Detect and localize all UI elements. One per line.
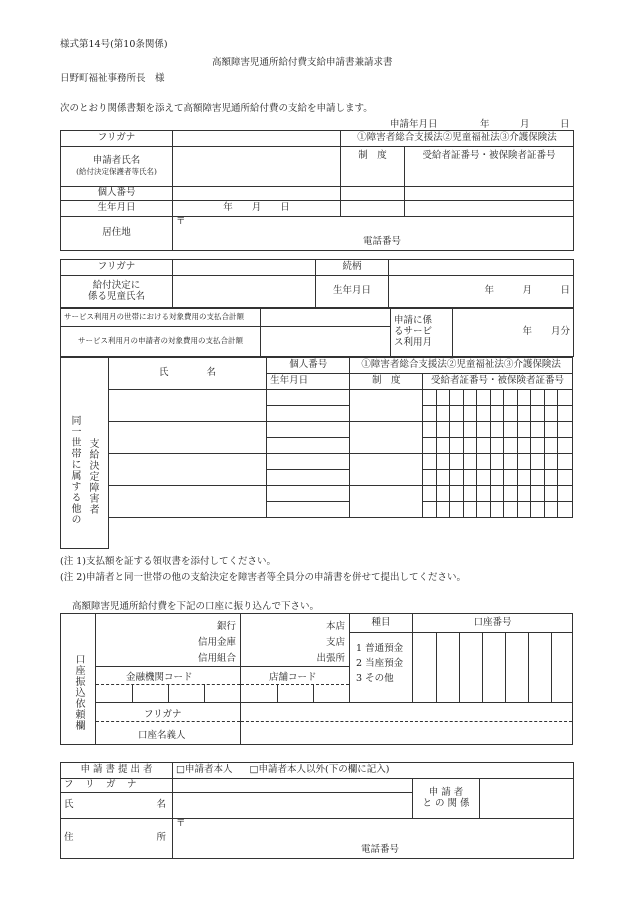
household-side-label-2: 支給決定障害者 (87, 437, 98, 515)
holder-furigana-label: フリガナ (144, 709, 182, 720)
household-cert-2[interactable] (423, 422, 437, 438)
date-year: 年 (480, 119, 490, 130)
submitter-address-label: 住 所 (61, 819, 173, 859)
household-side-label: 同一世帯に属する他の (69, 415, 80, 525)
child-furigana-label: フリガナ (61, 260, 173, 276)
household-cert-1[interactable] (423, 390, 437, 406)
form-title: 高額障害児通所給付費支給申請書兼請求書 (212, 57, 393, 68)
applicant-system-label: 制 度 (341, 147, 405, 187)
service-month-field[interactable]: 年 月分 (453, 309, 574, 357)
bank-suffix-bank: 銀行 (216, 621, 236, 632)
note-2: (注 2)申請者と同一世帯の他の支給決定を障害者等全員分の申請書を併せて提出してください。 (60, 572, 466, 583)
holder-label-block (95, 702, 241, 745)
household-name-label: 氏 名 (109, 358, 267, 390)
applicant-mynumber-label: 個人番号 (61, 187, 173, 201)
date-label: 申請年月日 (390, 119, 438, 130)
household-cert-3[interactable] (423, 454, 437, 470)
applicant-address-field[interactable] (173, 217, 574, 251)
child-name-field[interactable] (173, 276, 316, 308)
household-system-3[interactable] (350, 454, 423, 486)
household-dob-4[interactable] (267, 502, 350, 518)
branch-suffix-shucho: 出張所 (316, 653, 345, 664)
cost-household-field[interactable] (261, 309, 391, 327)
cost-applicant-field[interactable] (261, 327, 391, 357)
household-dob-3[interactable] (267, 470, 350, 486)
household-system-2[interactable] (350, 422, 423, 454)
cost-applicant-label: サービス利用月の申請者の対象費用の支払合計額 (61, 327, 261, 357)
cost-household-label: サービス利用月の世帯における対象費用の支払合計額 (61, 309, 261, 327)
submitter-options (173, 763, 574, 779)
household-mynumber-1[interactable] (267, 390, 350, 406)
applicant-phone-label: 電話番号 (363, 236, 402, 248)
applicant-address-label: 居住地 (61, 217, 173, 251)
household-system-1[interactable] (350, 390, 423, 422)
applicant-dob-field[interactable]: 年 月 日 (173, 201, 341, 217)
submitter-address-field[interactable] (173, 819, 574, 859)
branch-suffix-honten: 本店 (325, 621, 345, 632)
account-number-block[interactable] (412, 613, 573, 703)
postal-mark: 〒 (176, 216, 186, 227)
applicant-furigana-field[interactable] (173, 131, 341, 147)
applicant-dob-label: 生年月日 (61, 201, 173, 217)
child-relation-label: 続柄 (316, 260, 389, 276)
child-relation-field[interactable] (389, 260, 574, 276)
household-mynumber-3[interactable] (267, 454, 350, 470)
account-kind-opt2[interactable]: 2 当座預金 (356, 658, 404, 669)
bank-suffix-shinkin: 信用金庫 (197, 637, 236, 648)
fi-code-block (95, 666, 241, 703)
child-dob-field[interactable]: 年 月 日 (389, 276, 574, 308)
submitter-furigana-label: フ リ ガ ナ (61, 779, 173, 793)
applicant-system-field[interactable] (341, 187, 405, 201)
household-name-3[interactable] (109, 454, 267, 486)
household-mynumber-label: 個人番号 (267, 358, 350, 374)
household-mynumber-4[interactable] (267, 486, 350, 502)
household-cert-label: 受給者証番号・被保険者証番号 (423, 374, 573, 390)
addressee: 日野町福祉事務所長 様 (60, 73, 165, 84)
applicant-system-field-2[interactable] (341, 201, 405, 217)
submitter-label: 申 請 書 提 出 者 (61, 763, 173, 779)
fi-code-label: 金融機関コード (126, 672, 193, 683)
date-day: 日 (560, 119, 570, 130)
branch-suffix-shiten: 支店 (325, 637, 345, 648)
branch-code-label: 店舗コード (269, 672, 317, 683)
submitter-table (60, 762, 574, 859)
bank-name-field[interactable] (95, 613, 241, 667)
bank-side-label: 口座振込依頼欄 (73, 653, 84, 731)
household-side-cell (60, 357, 109, 549)
submitter-self-checkbox[interactable]: □申請者本人 (176, 764, 233, 776)
service-month-label: 申請に係 るサービ ス利用月 (391, 309, 453, 357)
account-number-label: 口座番号 (413, 614, 572, 633)
submitter-name-field[interactable] (173, 793, 413, 819)
child-dob-label: 生年月日 (316, 276, 389, 308)
applicant-laws: ①障害者総合支援法②児童福祉法③介護保険法 (341, 131, 574, 147)
child-furigana-field[interactable] (173, 260, 316, 276)
applicant-name-field[interactable] (173, 147, 341, 187)
applicant-table (60, 130, 574, 251)
account-kind-label: 種目 (350, 614, 412, 633)
household-dob-label: 生年月日 (267, 374, 350, 390)
child-name-label: 給付決定に 係る児童氏名 (61, 276, 173, 308)
holder-name-label: 口座名義人 (138, 730, 186, 741)
branch-name-field[interactable] (240, 613, 350, 667)
holder-name-field[interactable] (240, 702, 573, 745)
household-system-label: 制 度 (350, 374, 423, 390)
household-dob-1[interactable] (267, 406, 350, 422)
household-name-4[interactable] (109, 486, 267, 518)
bank-intro: 高額障害児通所給付費を下記の口座に振り込んで下さい。 (72, 601, 320, 612)
household-table (108, 357, 573, 518)
household-laws: ①障害者総合支援法②児童福祉法③介護保険法 (350, 358, 573, 374)
applicant-mynumber-field[interactable] (173, 187, 341, 201)
applicant-name-label: 申請者氏名 (給付決定保護者等氏名) (61, 147, 173, 187)
intro-text: 次のとおり関係書類を添えて高額障害児通所給付費の支給を申請します。 (60, 103, 373, 114)
costs-table (60, 308, 574, 357)
bank-block (95, 613, 573, 745)
account-kind-block[interactable] (349, 613, 413, 703)
household-name-1[interactable] (109, 390, 267, 422)
applicant-furigana-label: フリガナ (61, 131, 173, 147)
date-month: 月 (520, 119, 530, 130)
submitter-other-checkbox[interactable]: □申請者本人以外(下の欄に記入) (249, 764, 390, 776)
household-system-4[interactable] (350, 486, 423, 518)
household-name-2[interactable] (109, 422, 267, 454)
bank-suffix-kumiai: 信用組合 (197, 653, 236, 664)
submitter-furigana-field[interactable] (173, 779, 413, 793)
submitter-name-label: 氏 名 (61, 793, 173, 819)
account-kind-opt1[interactable]: 1 普通預金 (356, 643, 404, 654)
form-number: 様式第14号(第10条関係) (60, 39, 168, 50)
submitter-relation-label: 申 請 者 と の 関 係 (413, 779, 480, 819)
household-dob-2[interactable] (267, 438, 350, 454)
bank-side-cell (60, 613, 96, 745)
applicant-cert-field[interactable] (405, 187, 574, 201)
household-cert-4[interactable] (423, 486, 437, 502)
submitter-phone-label: 電話番号 (361, 844, 400, 856)
submitter-postal-mark: 〒 (176, 818, 186, 829)
note-1: (注 1)支払額を証する領収書を添付してください。 (60, 556, 276, 567)
household-mynumber-2[interactable] (267, 422, 350, 438)
submitter-relation-field[interactable] (480, 779, 574, 819)
applicant-cert-label: 受給者証番号・被保険者証番号 (405, 147, 574, 187)
branch-code-block (240, 666, 350, 703)
applicant-cert-field-2[interactable] (405, 201, 574, 217)
child-table (60, 259, 574, 308)
account-kind-opt3[interactable]: 3 その他 (356, 673, 394, 684)
